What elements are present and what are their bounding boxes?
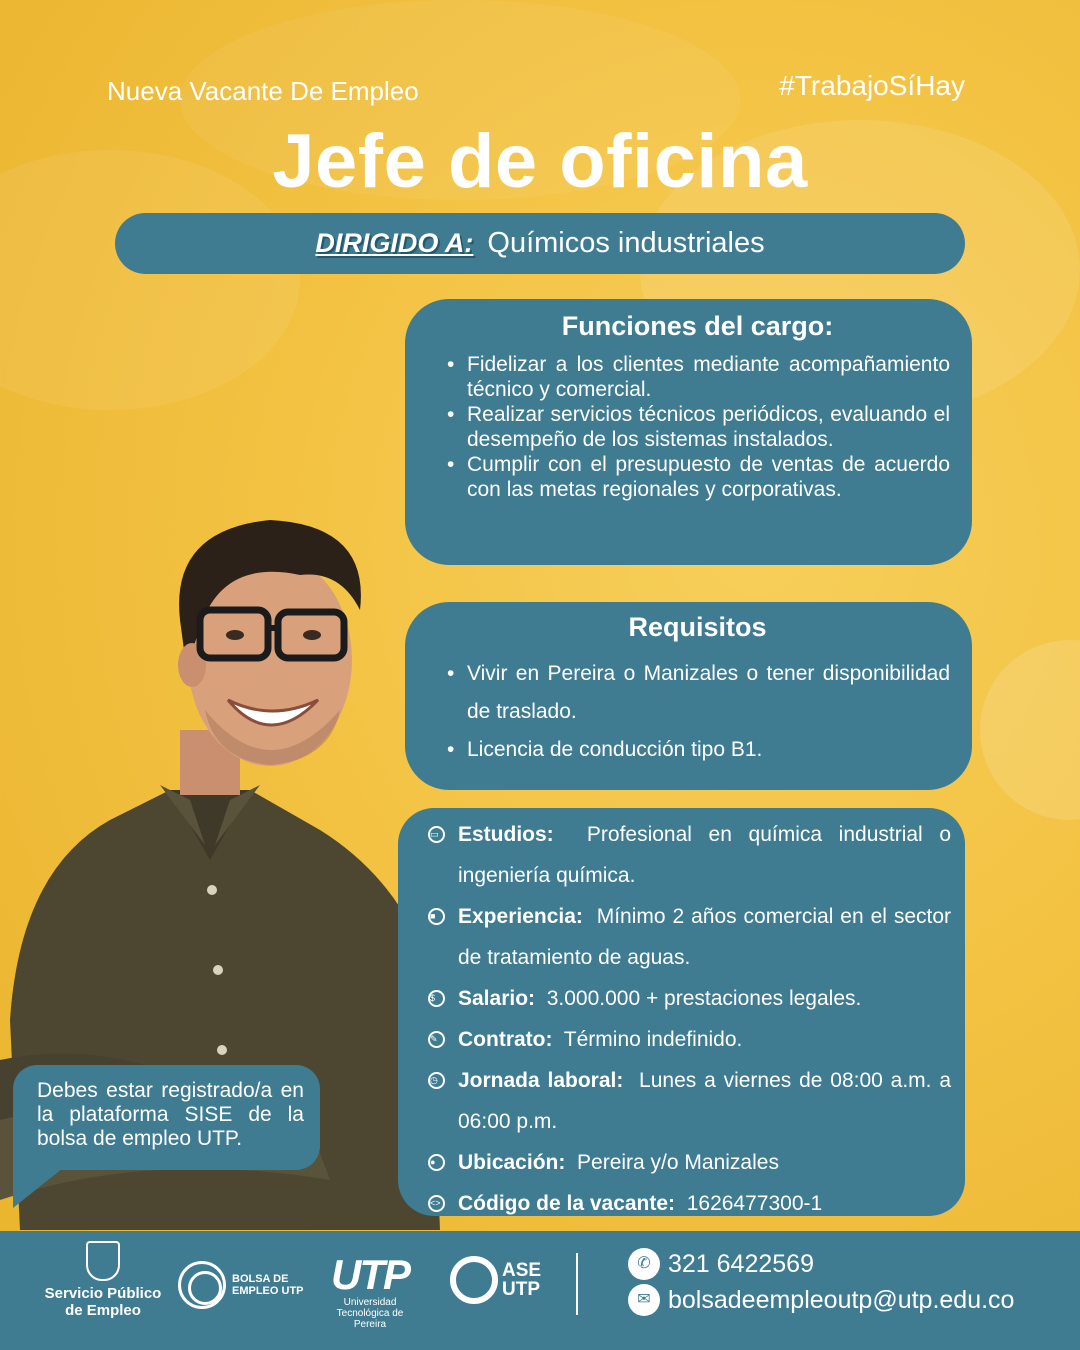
footer-divider (576, 1253, 578, 1315)
phone-icon: ✆ (628, 1248, 660, 1280)
detail-label: Ubicación: (458, 1151, 566, 1174)
detail-label: Estudios: (458, 823, 554, 846)
detail-label: Experiencia: (458, 905, 583, 928)
registration-note: Debes estar registrado/a en la plataforma SISE de la bolsa de empleo UTP. (13, 1065, 320, 1170)
detail-label: Contrato: (458, 1028, 553, 1051)
code-icon: <> (428, 1195, 445, 1212)
job-functions-card (405, 299, 972, 565)
email-address[interactable]: bolsadeempleoutp@utp.edu.co (668, 1285, 1015, 1314)
graduation-cap-icon: ▭ (428, 826, 445, 843)
detail-value: Pereira y/o Manizales (577, 1151, 779, 1174)
job-details-card (398, 808, 965, 1216)
hashtag: #TrabajoSíHay (779, 70, 965, 101)
utp-logo-text: Universidad Tecnológica de Pereira (336, 1297, 404, 1330)
detail-estudios (428, 814, 951, 896)
spe-logo-text: Servicio Público de Empleo (44, 1285, 162, 1319)
ase-logo-text: ASE UTP (502, 1260, 542, 1300)
detail-contrato (428, 1019, 951, 1060)
detail-value: Mínimo 2 años comercial en el sector de tratamiento de aguas. (458, 905, 952, 969)
detail-value: Lunes a viernes de 08:00 a.m. a 06:00 p.m. (458, 1069, 951, 1133)
detail-codigo (428, 1183, 951, 1224)
utp-logo-mark: UTP (331, 1251, 409, 1298)
target-audience-label: DIRIGIDO A: (315, 228, 474, 258)
money-bag-icon: $ (428, 990, 445, 1007)
list-item: • Cumplir con el presupuesto de ventas de acuerdo con las metas regionales y corporativas. (445, 452, 950, 502)
detail-ubicacion (428, 1142, 951, 1183)
detail-label: Salario: (458, 987, 536, 1010)
phone-number[interactable]: 321 6422569 (668, 1249, 814, 1278)
location-pin-icon: ● (428, 1154, 445, 1171)
requirements-list (445, 655, 950, 769)
job-title: Jefe de oficina (272, 119, 808, 204)
bolsa-logo-text: BOLSA DE EMPLEO UTP (232, 1273, 304, 1297)
detail-value: Profesional en química industrial o ingeniería química. (458, 823, 951, 887)
clock-icon: ◷ (428, 1072, 445, 1089)
detail-salario (428, 978, 951, 1019)
servicio-publico-empleo-logo (38, 1241, 168, 1319)
list-item: • Vivir en Pereira o Manizales o tener disponibilidad de traslado. (445, 655, 950, 731)
detail-jornada (428, 1060, 951, 1142)
detail-value: 1626477300-1 (686, 1192, 823, 1215)
detail-value: Término indefinido. (563, 1028, 743, 1051)
detail-label: Jornada laboral: (458, 1069, 624, 1092)
vacancy-subtitle: Nueva Vacante De Empleo (107, 76, 419, 106)
envelope-icon: ✉ (628, 1284, 660, 1316)
contract-icon: ✎ (428, 1031, 445, 1048)
background-blur-shape (980, 640, 1080, 820)
ase-circle-icon (450, 1256, 498, 1304)
detail-label: Código de la vacante: (458, 1192, 676, 1215)
contact-email[interactable] (628, 1284, 1014, 1316)
ase-utp-logo (450, 1256, 552, 1304)
detail-experiencia (428, 896, 951, 978)
list-item: • Realizar servicios técnicos periódicos, evaluando el desempeño de los sistemas instalados. (445, 402, 950, 452)
job-functions-title: Funciones del cargo: (561, 311, 834, 341)
coat-of-arms-icon (86, 1241, 120, 1281)
list-item: • Fidelizar a los clientes mediante acompañamiento técnico y comercial. (445, 352, 950, 402)
utp-logo (320, 1253, 420, 1330)
rings-icon (178, 1261, 226, 1309)
detail-value: 3.000.000 + prestaciones legales. (546, 987, 862, 1010)
requirements-title: Requisitos (628, 612, 767, 642)
target-audience-value: Químicos industriales (487, 227, 765, 259)
briefcase-icon: ■ (428, 908, 445, 925)
job-functions-list (445, 352, 950, 502)
contact-phone[interactable] (628, 1248, 814, 1280)
bolsa-empleo-utp-logo (178, 1261, 312, 1309)
footer-bar (0, 1231, 1080, 1350)
target-audience-banner (115, 213, 965, 274)
list-item: • Licencia de conducción tipo B1. (445, 731, 950, 769)
requirements-card (405, 602, 972, 790)
